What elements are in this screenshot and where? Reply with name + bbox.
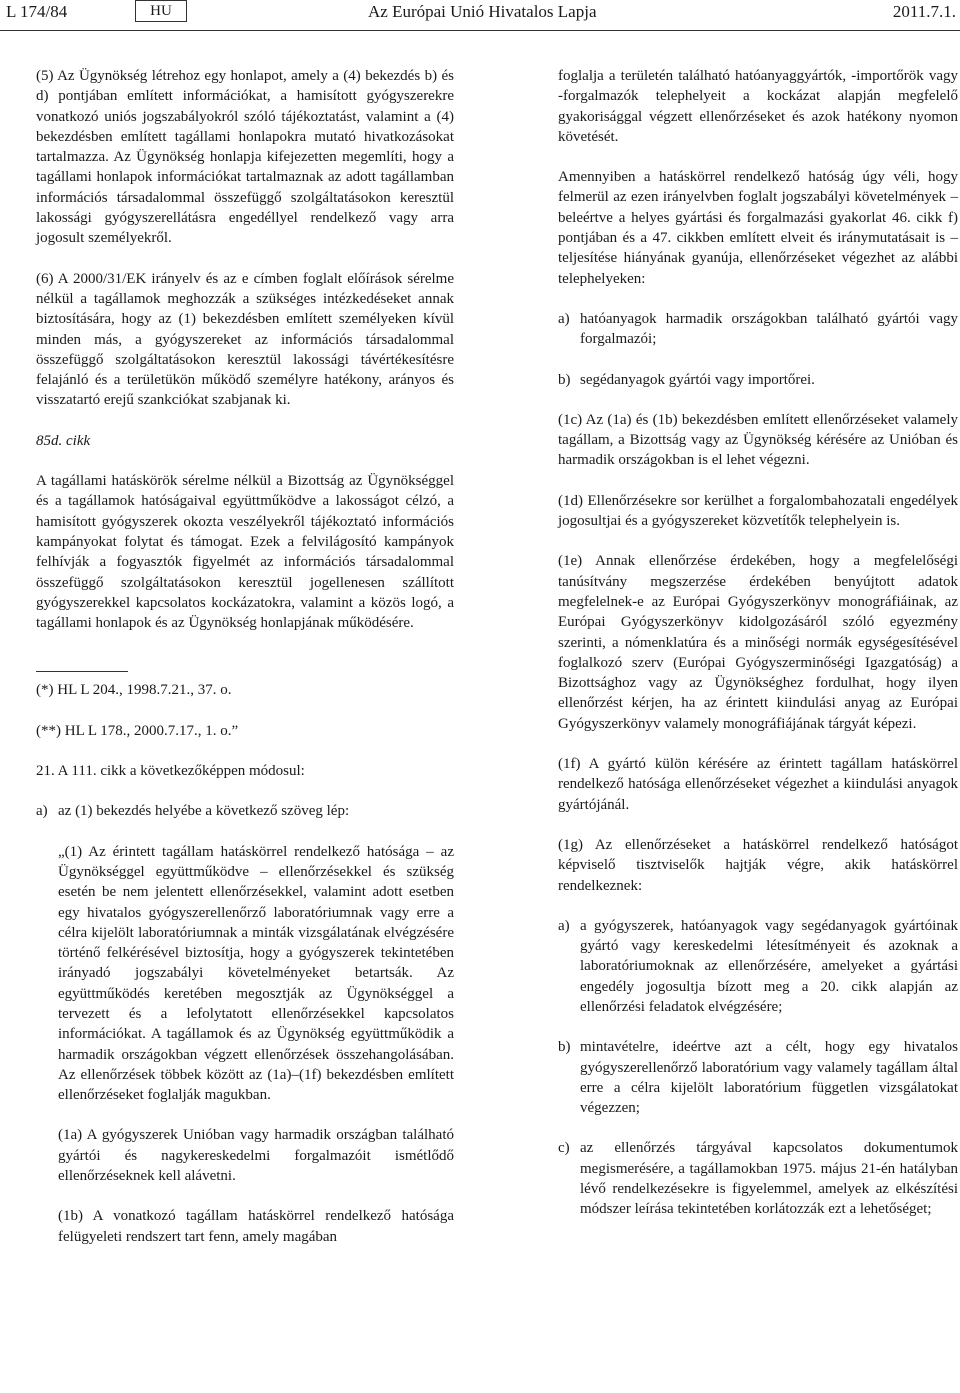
list-item-a-label: a) xyxy=(558,310,570,327)
footnote-2: (**) HL L 178., 2000.7.17., 1. o.” xyxy=(36,722,239,739)
powers-item-b-label: b) xyxy=(558,1039,571,1056)
point-a-text: az (1) bekezdés helyébe a következő szöveg lép: xyxy=(58,803,350,820)
powers-item-c-label: c) xyxy=(558,1140,570,1157)
footnote-rule xyxy=(36,671,128,672)
paragraph-1f: (1f) A gyártó külön kérésére az érintett tagállam hatáskörrel rendelkező hatósága ellenőrzéseket végezhet a kiindulási anyagok gyártójánál. xyxy=(558,756,958,813)
page-header xyxy=(0,0,960,34)
paragraph-6: (6) A 2000/31/EK irányelv és az e címben foglalt előírások sérelme nélkül a tagállamok meghozzák a szükséges intézkedéseket annak biztosítására, hogy az (1) bekezdésben említett személyeken kívül minden más, a gyógyszereket az információs társadalommal összefüggő szolgáltatásokon keresztül lakossági távértékesítésre felajánló és a területükön működő személyre hatékony, arányos és visszatartó erejű szankciókat szabjanak ki. xyxy=(36,270,454,409)
paragraph-5: (5) Az Ügynökség létrehoz egy honlapot, amely a (4) bekezdés b) és d) pontjában említett információkat, a hamisított gyógyszerekre vonatkozó uniós jogszabályokról szóló tájékoztatást, valamint a (4) bekezdésben említett tagállami honlapokra mutató hivatkozásokat tartalmazza. Az Ügynökség honlapja kifejezetten megemlíti, hogy a tagállami honlapok információkat tartalmaznak az adott tagállamban információs társadalommal összefüggő szolgáltatásokon keresztül lakossági gyógyszerellátásra engedéllyel rendelkező vagy arra jogosult személyekről. xyxy=(36,68,454,247)
list-item-b-label: b) xyxy=(558,371,571,388)
powers-item-b xyxy=(558,1037,958,1118)
paragraph-1e: (1e) Annak ellenőrzése érdekében, hogy a megfelelőségi tanúsítvány megszerzése érdekében benyújtott adatok megfelelnek-e az Európai Gyógyszerkönyv monográfiáinak, az Európai Gyógyszerkönyv kidolgozásáról szóló egyezmény szerinti, a nómenklatúra és a minőségi normák egységesítésével foglalkozó szerv (Európai Gyógyszerminőségi Igazgatóság) a Bizottsághoz vagy az Ügynökséghez fordulhat, hogy ilyen ellenőrzést kérjen, ha az érintett kiindulási anyag az Európai Gyógyszerkönyv valamely monográfiájának tárgyát képezi. xyxy=(558,553,958,732)
powers-item-c-text: az ellenőrzés tárgyával kapcsolatos dokumentumok megismerésére, a tagállamokban 1975. május 21-én hatályban lévő rendelkezésekre is figyelemmel, amelyek az elkészítési módszer leírása tekintetében korlátozzák ezt a lehetőséget; xyxy=(580,1140,958,1218)
quote-paragraph-1: „(1) Az érintett tagállam hatáskörrel rendelkező hatósága – az Ügynökséggel együttműködve – ellenőrzésekkel és szükség esetén be nem jelentett ellenőrzésekkel, valamint adott esetben egy hivatalos gyógyszerellenőrző laboratóriumnak vagy erre a célra kijelölt laboratóriumnak a minták vizsgálatának elvégzésére történő felkérésével biztosítja, hogy a gyógyszerek tekintetében irányadó jogszabályi követelményeket betartsák. Az együttműködés keretében megosztják az Ügynökséggel a tervezett és a lefolytatott ellenőrzésekkel kapcsolatos információkat. A tagállamok és az Ügynökség együttműködik a harmadik országokban végzett ellenőrzések összehangolásában. Az ellenőrzések többek között az (1a)–(1f) bekezdésben említett ellenőrzéseket foglalják magukban. xyxy=(58,843,454,1104)
article-heading-85d: 85d. cikk xyxy=(36,432,91,449)
list-item-a xyxy=(558,309,958,350)
powers-item-a-text: a gyógyszerek, hatóanyagok vagy segédanyagok gyártóinak gyártó vagy kereskedelmi létesítményeit és azoknak a laboratóriumoknak az ellenőrzésére, amelyeket a gyártási engedély jogosultja bízott meg a 20. cikk alapján az ellenőrzési feladatok elvégzésére; xyxy=(580,917,958,1015)
powers-item-c xyxy=(558,1138,958,1219)
paragraph-1g: (1g) Az ellenőrzéseket a hatáskörrel rendelkező hatóságot képviselő tisztviselők hajtják végre, akik hatáskörrel rendelkeznek: xyxy=(558,836,958,894)
point-a xyxy=(36,801,454,821)
paragraph-1d: (1d) Ellenőrzésekre sor kerülhet a forgalombahozatali engedélyek jogosultjai és a gyógyszereket közvetítők telephelyein is. xyxy=(558,492,958,530)
quote-paragraph-1b: (1b) A vonatkozó tagállam hatáskörrel rendelkező hatósága felügyeleti rendszert tart fenn, amely magában xyxy=(58,1208,454,1245)
list-item-b xyxy=(558,370,958,390)
point-21: 21. A 111. cikk a következőképpen módosul: xyxy=(36,763,305,780)
right-column xyxy=(558,66,958,1240)
paragraph-suspicion: Amennyiben a hatáskörrel rendelkező hatóság úgy véli, hogy felmerül az ezen irányelvben foglalt jogszabályi követelmények – beleértve a helyes gyártási és forgalmazási gyakorlat 46. cikk f) pontjában és a 47. cikkben említett elveit és iránymutatásait is – teljesítése hiányának gyanúja, ellenőrzéseket végezhet az alábbi telephelyeken: xyxy=(558,169,958,287)
page-number: L 174/84 xyxy=(6,2,68,21)
quoted-text xyxy=(36,842,454,1247)
powers-item-b-text: mintavételre, ideértve azt a célt, hogy egy hivatalos gyógyszerellenőrző laboratórium vagy valamely tagállam által erre a célra kijelölt laboratórium független vizsgálatokat végezzen; xyxy=(580,1039,958,1117)
language-badge: HU xyxy=(135,0,187,22)
powers-item-a xyxy=(558,916,958,1017)
header-rule xyxy=(0,30,960,31)
paragraph-continuation: foglalja a területén található hatóanyaggyártók, -importőrök vagy -forgalmazók telephelyeit a kockázat alapján megfelelő gyakorisággal végzett ellenőrzéseket és azok hatékony nyomon követését. xyxy=(558,68,958,145)
issue-date: 2011.7.1. xyxy=(892,2,956,21)
article-85d-text: A tagállami hatáskörök sérelme nélkül a Bizottság az Ügynökséggel és a tagállamok hatóságaival együttműködve a lakosságot célzó, a hamisított gyógyszerek okozta veszélyekről tájékoztató információs kampányokat folytat és támogat. Ezek a felvilágosító kampányok felhívják a fogyasztók figyelmét az információs társadalommal összefüggő szolgáltatásokon keresztül jogellenesen szállított gyógyszerekkel kapcsolatos kockázatokra, valamint a közös logó, a tagállami honlapok és az Ügynökség honlapjának működésére. xyxy=(36,473,454,632)
left-column xyxy=(36,66,454,1267)
list-item-b-text: segédanyagok gyártói vagy importőrei. xyxy=(580,371,815,388)
point-a-label: a) xyxy=(36,803,48,820)
journal-title: Az Európai Unió Hivatalos Lapja xyxy=(368,2,597,21)
paragraph-1c: (1c) Az (1a) és (1b) bekezdésben említett ellenőrzéseket valamely tagállam, a Bizottság vagy az Ügynökség kérésére az Unióban és harmadik országokban is el lehet végezni. xyxy=(558,411,958,469)
footnote-1: (*) HL L 204., 1998.7.21., 37. o. xyxy=(36,682,232,699)
powers-item-a-label: a) xyxy=(558,917,570,934)
quote-paragraph-1a: (1a) A gyógyszerek Unióban vagy harmadik országban található gyártói és nagykereskedelmi forgalmazóit ismétlődő ellenőrzéseknek kell alávetni. xyxy=(58,1127,454,1185)
list-item-a-text: hatóanyagok harmadik országokban található gyártói vagy forgalmazói; xyxy=(580,310,958,348)
